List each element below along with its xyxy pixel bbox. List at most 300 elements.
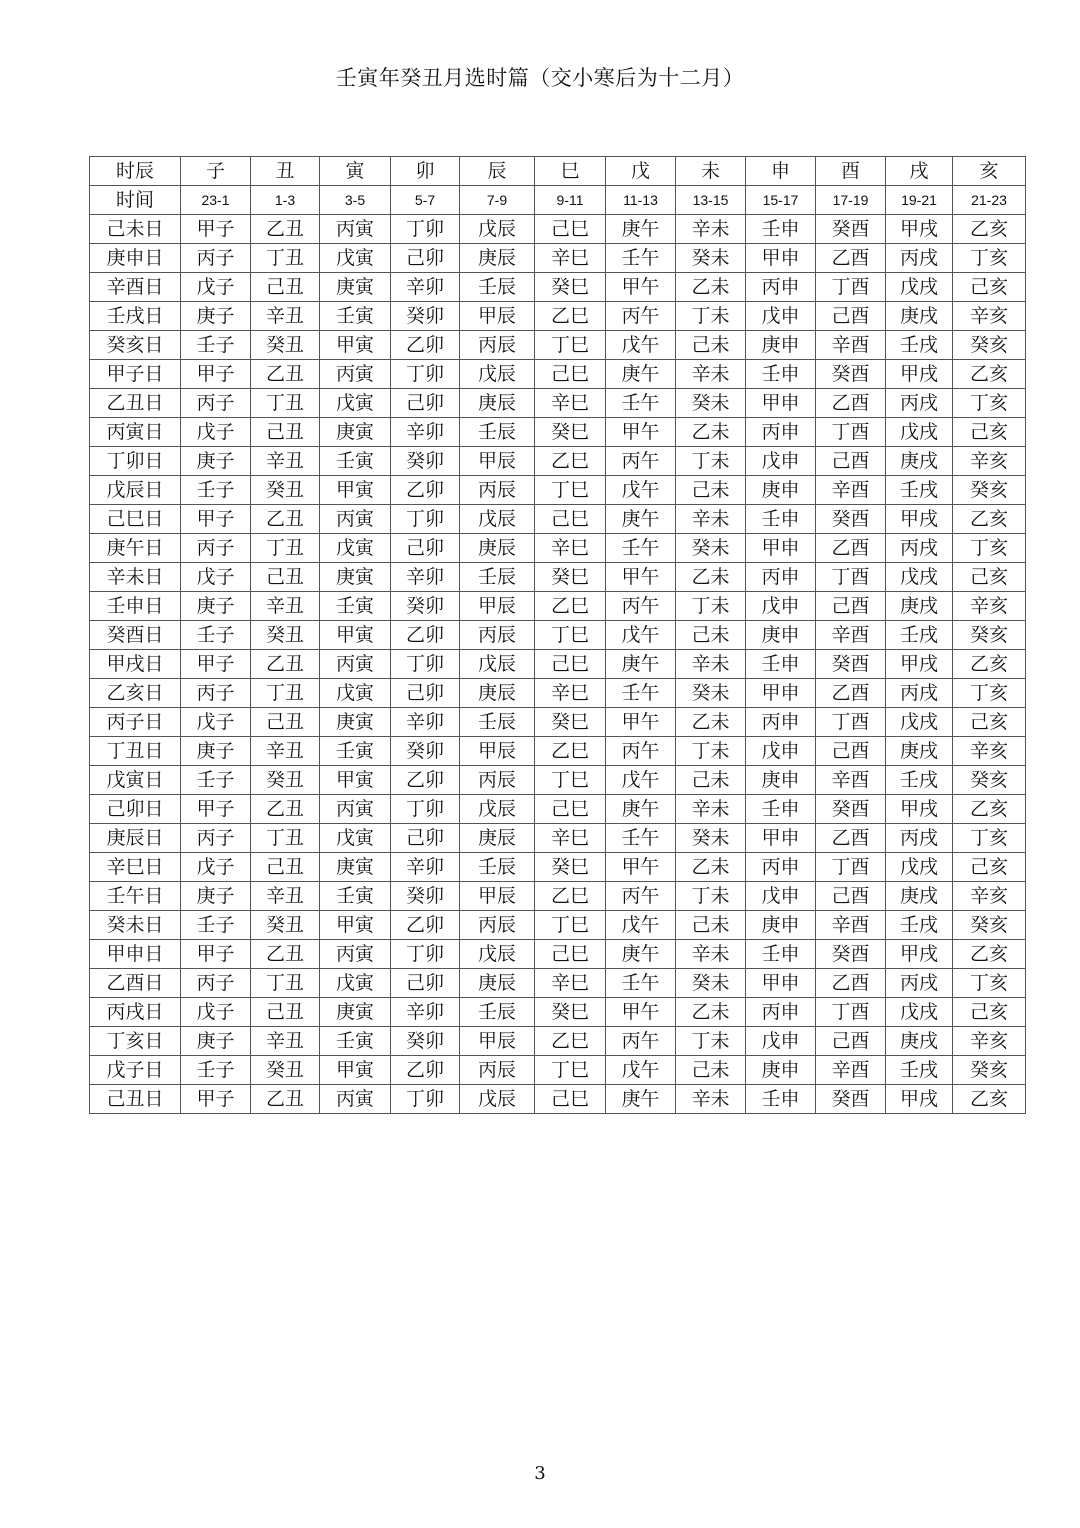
hour-pillar-cell: 甲戌 — [886, 215, 953, 244]
hour-pillar-cell: 己丑 — [251, 563, 320, 592]
table-row — [90, 331, 1026, 360]
hour-pillar-cell: 庚午 — [606, 650, 676, 679]
hour-pillar-cell: 丙子 — [181, 969, 251, 998]
hour-pillar-cell: 己丑 — [251, 708, 320, 737]
hour-pillar-cell: 己未 — [676, 331, 746, 360]
hour-pillar-cell: 己未 — [676, 766, 746, 795]
hour-pillar-cell: 辛巳 — [535, 824, 606, 853]
branch-header: 辰 — [460, 157, 535, 186]
hour-pillar-cell: 庚戌 — [886, 592, 953, 621]
branch-header: 丑 — [251, 157, 320, 186]
hour-pillar-cell: 壬戌 — [886, 766, 953, 795]
hour-pillar-cell: 丙午 — [606, 447, 676, 476]
hour-pillar-cell: 庚戌 — [886, 302, 953, 331]
hour-pillar-cell: 甲辰 — [460, 1027, 535, 1056]
hour-pillar-cell: 戊子 — [181, 708, 251, 737]
hour-pillar-cell: 乙未 — [676, 273, 746, 302]
time-row — [90, 186, 1026, 215]
hour-pillar-cell: 辛丑 — [251, 302, 320, 331]
hour-pillar-cell: 辛未 — [676, 795, 746, 824]
hour-pillar-cell: 戊戌 — [886, 273, 953, 302]
hour-pillar-cell: 乙酉 — [816, 534, 886, 563]
time-range: 23-1 — [181, 186, 251, 215]
hour-pillar-cell: 己酉 — [816, 302, 886, 331]
hour-pillar-cell: 丙辰 — [460, 911, 535, 940]
hour-pillar-cell: 乙卯 — [391, 476, 460, 505]
hour-pillar-cell: 庚戌 — [886, 737, 953, 766]
hour-pillar-cell: 丙寅 — [320, 940, 391, 969]
hour-pillar-cell: 丙寅 — [320, 795, 391, 824]
table-row — [90, 389, 1026, 418]
day-label: 庚午日 — [90, 534, 181, 563]
day-label: 丙寅日 — [90, 418, 181, 447]
hour-pillar-cell: 癸酉 — [816, 650, 886, 679]
hour-pillar-cell: 庚申 — [746, 1056, 816, 1085]
hour-pillar-cell: 乙未 — [676, 998, 746, 1027]
hour-pillar-cell: 甲寅 — [320, 766, 391, 795]
hour-pillar-cell: 乙亥 — [953, 1085, 1026, 1114]
hour-pillar-cell: 丙申 — [746, 418, 816, 447]
hour-pillar-cell: 丁巳 — [535, 766, 606, 795]
hour-pillar-cell: 戊寅 — [320, 824, 391, 853]
hour-pillar-cell: 庚子 — [181, 737, 251, 766]
hour-pillar-cell: 辛亥 — [953, 592, 1026, 621]
hour-pillar-cell: 甲寅 — [320, 1056, 391, 1085]
hour-pillar-cell: 庚子 — [181, 592, 251, 621]
hour-pillar-cell: 庚午 — [606, 505, 676, 534]
hour-pillar-cell: 戊子 — [181, 998, 251, 1027]
hour-pillar-cell: 丁巳 — [535, 1056, 606, 1085]
branch-header: 酉 — [816, 157, 886, 186]
hour-pillar-cell: 丁未 — [676, 737, 746, 766]
day-label: 丙戌日 — [90, 998, 181, 1027]
hour-pillar-cell: 己亥 — [953, 708, 1026, 737]
hour-pillar-cell: 戊戌 — [886, 563, 953, 592]
hour-pillar-cell: 癸未 — [676, 244, 746, 273]
hour-pillar-cell: 壬寅 — [320, 1027, 391, 1056]
hour-pillar-cell: 庚子 — [181, 882, 251, 911]
day-label: 癸酉日 — [90, 621, 181, 650]
time-range: 5-7 — [391, 186, 460, 215]
hour-pillar-cell: 己未 — [676, 1056, 746, 1085]
day-label: 己未日 — [90, 215, 181, 244]
hour-pillar-cell: 戊申 — [746, 447, 816, 476]
hour-pillar-cell: 癸巳 — [535, 708, 606, 737]
hour-pillar-cell: 丁丑 — [251, 679, 320, 708]
hour-pillar-cell: 癸亥 — [953, 331, 1026, 360]
day-label: 戊寅日 — [90, 766, 181, 795]
hour-pillar-cell: 乙丑 — [251, 795, 320, 824]
hour-pillar-cell: 戊辰 — [460, 795, 535, 824]
day-label: 庚辰日 — [90, 824, 181, 853]
day-label: 乙丑日 — [90, 389, 181, 418]
hour-pillar-cell: 丙午 — [606, 882, 676, 911]
hour-pillar-cell: 戊午 — [606, 911, 676, 940]
hour-pillar-cell: 癸未 — [676, 534, 746, 563]
hour-pillar-cell: 己卯 — [391, 244, 460, 273]
hour-pillar-cell: 戊寅 — [320, 244, 391, 273]
hour-pillar-cell: 壬申 — [746, 215, 816, 244]
hour-pillar-cell: 己巳 — [535, 360, 606, 389]
hour-pillar-cell: 壬午 — [606, 534, 676, 563]
hour-pillar-cell: 乙亥 — [953, 940, 1026, 969]
hour-pillar-cell: 乙卯 — [391, 911, 460, 940]
hour-pillar-cell: 甲午 — [606, 563, 676, 592]
hour-pillar-cell: 癸卯 — [391, 592, 460, 621]
hour-pillar-cell: 己丑 — [251, 998, 320, 1027]
hour-pillar-cell: 庚寅 — [320, 853, 391, 882]
table-row — [90, 534, 1026, 563]
hour-pillar-cell: 庚子 — [181, 302, 251, 331]
hour-pillar-cell: 庚寅 — [320, 273, 391, 302]
hour-pillar-cell: 丁卯 — [391, 505, 460, 534]
table-row — [90, 708, 1026, 737]
hour-pillar-cell: 戊申 — [746, 592, 816, 621]
hour-pillar-cell: 壬申 — [746, 360, 816, 389]
hour-pillar-cell: 戊午 — [606, 766, 676, 795]
hour-pillar-cell: 壬戌 — [886, 331, 953, 360]
hour-pillar-cell: 壬午 — [606, 244, 676, 273]
hour-pillar-cell: 甲申 — [746, 244, 816, 273]
hour-pillar-cell: 甲辰 — [460, 592, 535, 621]
hour-pillar-cell: 辛亥 — [953, 302, 1026, 331]
hour-pillar-cell: 辛卯 — [391, 853, 460, 882]
hour-pillar-cell: 庚午 — [606, 940, 676, 969]
table-row — [90, 911, 1026, 940]
hour-pillar-cell: 壬子 — [181, 1056, 251, 1085]
hour-pillar-cell: 丙寅 — [320, 1085, 391, 1114]
hour-pillar-cell: 辛巳 — [535, 534, 606, 563]
hour-pillar-cell: 辛巳 — [535, 969, 606, 998]
hour-pillar-cell: 庚辰 — [460, 534, 535, 563]
hour-pillar-cell: 乙丑 — [251, 215, 320, 244]
hour-pillar-cell: 乙亥 — [953, 215, 1026, 244]
hour-pillar-cell: 甲寅 — [320, 621, 391, 650]
hour-pillar-cell: 己卯 — [391, 534, 460, 563]
hour-pillar-cell: 辛酉 — [816, 621, 886, 650]
table-row — [90, 302, 1026, 331]
hour-pillar-cell: 己酉 — [816, 592, 886, 621]
page-number: 3 — [534, 1463, 546, 1484]
day-label: 辛巳日 — [90, 853, 181, 882]
time-range: 11-13 — [606, 186, 676, 215]
hour-pillar-cell: 乙丑 — [251, 1085, 320, 1114]
hour-pillar-cell: 丙辰 — [460, 766, 535, 795]
hour-pillar-cell: 癸卯 — [391, 447, 460, 476]
hour-pillar-cell: 辛亥 — [953, 882, 1026, 911]
hour-pillar-cell: 丙戌 — [886, 389, 953, 418]
hour-pillar-cell: 丙申 — [746, 853, 816, 882]
hour-pillar-cell: 丁酉 — [816, 563, 886, 592]
hour-pillar-cell: 甲子 — [181, 940, 251, 969]
hour-pillar-cell: 甲申 — [746, 824, 816, 853]
hour-pillar-cell: 丙子 — [181, 824, 251, 853]
hour-pillar-cell: 癸巳 — [535, 273, 606, 302]
hour-pillar-cell: 癸丑 — [251, 1056, 320, 1085]
hour-pillar-cell: 乙丑 — [251, 650, 320, 679]
hour-pillar-cell: 壬辰 — [460, 708, 535, 737]
hour-pillar-cell: 辛酉 — [816, 911, 886, 940]
hour-pillar-cell: 癸卯 — [391, 882, 460, 911]
header-row — [90, 157, 1026, 186]
hour-pillar-cell: 己卯 — [391, 389, 460, 418]
hour-pillar-cell: 辛酉 — [816, 331, 886, 360]
hour-pillar-cell: 丙戌 — [886, 969, 953, 998]
table-row — [90, 215, 1026, 244]
hour-pillar-cell: 癸卯 — [391, 737, 460, 766]
hour-pillar-cell: 甲戌 — [886, 940, 953, 969]
hour-pillar-cell: 甲辰 — [460, 447, 535, 476]
hour-pillar-cell: 乙丑 — [251, 360, 320, 389]
time-range: 21-23 — [953, 186, 1026, 215]
hour-pillar-cell: 庚辰 — [460, 969, 535, 998]
hour-pillar-cell: 癸丑 — [251, 476, 320, 505]
hour-pillar-cell: 甲午 — [606, 273, 676, 302]
hour-pillar-cell: 戊子 — [181, 853, 251, 882]
hour-pillar-cell: 甲申 — [746, 534, 816, 563]
hour-pillar-cell: 己巳 — [535, 505, 606, 534]
hour-pillar-cell: 戊寅 — [320, 679, 391, 708]
branch-header: 申 — [746, 157, 816, 186]
hour-pillar-cell: 丁酉 — [816, 418, 886, 447]
hour-pillar-cell: 丙寅 — [320, 650, 391, 679]
day-label: 癸亥日 — [90, 331, 181, 360]
table-row — [90, 592, 1026, 621]
hour-pillar-cell: 丁亥 — [953, 824, 1026, 853]
hour-pillar-cell: 壬申 — [746, 940, 816, 969]
table-row — [90, 940, 1026, 969]
hour-pillar-cell: 乙卯 — [391, 766, 460, 795]
hour-pillar-cell: 乙未 — [676, 853, 746, 882]
hour-pillar-cell: 戊寅 — [320, 389, 391, 418]
hour-pillar-cell: 丁亥 — [953, 969, 1026, 998]
table-row — [90, 505, 1026, 534]
table-row — [90, 737, 1026, 766]
hour-pillar-cell: 戊辰 — [460, 1085, 535, 1114]
hour-pillar-cell: 辛卯 — [391, 708, 460, 737]
hour-pillar-cell: 丁丑 — [251, 534, 320, 563]
hour-pillar-cell: 辛未 — [676, 940, 746, 969]
hour-pillar-cell: 己亥 — [953, 273, 1026, 302]
hour-pillar-cell: 戊申 — [746, 302, 816, 331]
hour-pillar-cell: 丙戌 — [886, 824, 953, 853]
hour-pillar-cell: 甲子 — [181, 795, 251, 824]
hour-pillar-cell: 壬寅 — [320, 592, 391, 621]
hour-pillar-cell: 丙戌 — [886, 679, 953, 708]
hour-pillar-cell: 丙申 — [746, 563, 816, 592]
hour-pillar-cell: 庚寅 — [320, 708, 391, 737]
day-label: 丁亥日 — [90, 1027, 181, 1056]
hour-pillar-cell: 己酉 — [816, 737, 886, 766]
hour-pillar-cell: 乙未 — [676, 563, 746, 592]
branch-header: 子 — [181, 157, 251, 186]
hour-pillar-cell: 己亥 — [953, 563, 1026, 592]
hour-pillar-cell: 甲申 — [746, 679, 816, 708]
hour-pillar-cell: 辛卯 — [391, 563, 460, 592]
hour-pillar-cell: 庚申 — [746, 766, 816, 795]
hour-pillar-cell: 丙午 — [606, 737, 676, 766]
hour-pillar-cell: 辛卯 — [391, 998, 460, 1027]
hour-pillar-cell: 己丑 — [251, 418, 320, 447]
hour-pillar-cell: 庚午 — [606, 795, 676, 824]
hour-pillar-cell: 癸卯 — [391, 1027, 460, 1056]
hour-pillar-cell: 丙子 — [181, 244, 251, 273]
hour-pillar-cell: 己卯 — [391, 824, 460, 853]
hour-pillar-cell: 癸亥 — [953, 1056, 1026, 1085]
time-range: 15-17 — [746, 186, 816, 215]
hour-pillar-cell: 壬辰 — [460, 998, 535, 1027]
hour-pillar-cell: 甲子 — [181, 215, 251, 244]
hour-pillar-cell: 己巳 — [535, 215, 606, 244]
hour-pillar-cell: 壬戌 — [886, 621, 953, 650]
hour-pillar-cell: 乙亥 — [953, 795, 1026, 824]
time-range: 13-15 — [676, 186, 746, 215]
hour-pillar-cell: 辛酉 — [816, 476, 886, 505]
page-title: 壬寅年癸丑月选时篇（交小寒后为十二月） — [335, 66, 745, 90]
hour-pillar-cell: 戊戌 — [886, 418, 953, 447]
hour-pillar-cell: 庚辰 — [460, 389, 535, 418]
hour-pillar-cell: 丁酉 — [816, 273, 886, 302]
hour-pillar-cell: 甲寅 — [320, 476, 391, 505]
hour-pillar-cell: 壬申 — [746, 795, 816, 824]
hour-pillar-cell: 癸巳 — [535, 563, 606, 592]
hour-pillar-cell: 壬申 — [746, 650, 816, 679]
table-row — [90, 244, 1026, 273]
table-row — [90, 1027, 1026, 1056]
hour-pillar-cell: 庚午 — [606, 360, 676, 389]
hour-pillar-cell: 庚寅 — [320, 563, 391, 592]
hour-pillar-cell: 庚子 — [181, 447, 251, 476]
table-row — [90, 418, 1026, 447]
day-label: 壬戌日 — [90, 302, 181, 331]
day-label: 戊子日 — [90, 1056, 181, 1085]
hour-pillar-cell: 己酉 — [816, 1027, 886, 1056]
hour-pillar-cell: 戊申 — [746, 737, 816, 766]
hour-pillar-cell: 庚申 — [746, 621, 816, 650]
hour-pillar-cell: 戊子 — [181, 418, 251, 447]
hour-pillar-cell: 甲辰 — [460, 302, 535, 331]
table-row — [90, 969, 1026, 998]
hour-pillar-cell: 甲午 — [606, 418, 676, 447]
hour-pillar-cell: 癸巳 — [535, 418, 606, 447]
hour-pillar-cell: 癸亥 — [953, 766, 1026, 795]
day-label: 癸未日 — [90, 911, 181, 940]
hour-pillar-cell: 戊子 — [181, 273, 251, 302]
hour-pillar-cell: 庚寅 — [320, 418, 391, 447]
time-range: 1-3 — [251, 186, 320, 215]
hour-pillar-cell: 甲申 — [746, 389, 816, 418]
hour-pillar-cell: 乙酉 — [816, 824, 886, 853]
hour-pillar-cell: 壬申 — [746, 1085, 816, 1114]
time-range: 9-11 — [535, 186, 606, 215]
hour-pillar-cell: 乙巳 — [535, 1027, 606, 1056]
hour-pillar-cell: 丙子 — [181, 534, 251, 563]
table-row — [90, 360, 1026, 389]
hour-pillar-cell: 丙辰 — [460, 1056, 535, 1085]
hour-pillar-cell: 甲戌 — [886, 360, 953, 389]
table-row — [90, 273, 1026, 302]
hour-pillar-cell: 甲申 — [746, 969, 816, 998]
hour-pillar-cell: 丙午 — [606, 592, 676, 621]
hour-pillar-cell: 己丑 — [251, 853, 320, 882]
hour-pillar-cell: 丁丑 — [251, 969, 320, 998]
hour-pillar-cell: 癸酉 — [816, 1085, 886, 1114]
hour-pillar-cell: 壬子 — [181, 331, 251, 360]
hour-pillar-cell: 壬午 — [606, 679, 676, 708]
hour-pillar-cell: 辛丑 — [251, 882, 320, 911]
hour-pillar-cell: 己未 — [676, 476, 746, 505]
hour-pillar-cell: 辛卯 — [391, 273, 460, 302]
day-label: 辛酉日 — [90, 273, 181, 302]
hour-pillar-cell: 壬辰 — [460, 273, 535, 302]
hour-pillar-cell: 辛巳 — [535, 679, 606, 708]
table-row — [90, 824, 1026, 853]
hour-pillar-cell: 戊戌 — [886, 853, 953, 882]
day-label: 丙子日 — [90, 708, 181, 737]
branch-header: 戊 — [606, 157, 676, 186]
table-row — [90, 998, 1026, 1027]
hour-pillar-cell: 丁巳 — [535, 911, 606, 940]
hour-pillar-cell: 丁未 — [676, 882, 746, 911]
hour-pillar-cell: 甲戌 — [886, 650, 953, 679]
hour-pillar-cell: 戊子 — [181, 563, 251, 592]
hour-pillar-cell: 庚申 — [746, 331, 816, 360]
hour-pillar-cell: 壬寅 — [320, 737, 391, 766]
time-label: 时间 — [90, 186, 181, 215]
hour-pillar-cell: 乙酉 — [816, 244, 886, 273]
hour-pillar-cell: 癸丑 — [251, 766, 320, 795]
day-label: 己卯日 — [90, 795, 181, 824]
hour-pillar-cell: 戊辰 — [460, 215, 535, 244]
day-label: 甲戌日 — [90, 650, 181, 679]
hour-pillar-cell: 庚戌 — [886, 447, 953, 476]
hour-pillar-cell: 辛亥 — [953, 737, 1026, 766]
hour-pillar-cell: 辛丑 — [251, 1027, 320, 1056]
hour-pillar-cell: 乙亥 — [953, 505, 1026, 534]
hour-pillar-cell: 乙酉 — [816, 389, 886, 418]
hour-pillar-cell: 戊午 — [606, 331, 676, 360]
hour-pillar-cell: 丙申 — [746, 998, 816, 1027]
hour-pillar-cell: 丙申 — [746, 708, 816, 737]
hour-pillar-cell: 己巳 — [535, 1085, 606, 1114]
hour-pillar-cell: 乙巳 — [535, 882, 606, 911]
hour-pillar-cell: 癸巳 — [535, 998, 606, 1027]
hour-pillar-cell: 己巳 — [535, 940, 606, 969]
hour-pillar-cell: 己酉 — [816, 447, 886, 476]
hour-pillar-cell: 癸亥 — [953, 621, 1026, 650]
hour-pillar-cell: 乙酉 — [816, 679, 886, 708]
hour-pillar-cell: 辛未 — [676, 505, 746, 534]
hour-pillar-cell: 癸未 — [676, 679, 746, 708]
hour-pillar-cell: 丙午 — [606, 1027, 676, 1056]
branch-header: 巳 — [535, 157, 606, 186]
day-label: 甲申日 — [90, 940, 181, 969]
hour-pillar-cell: 辛巳 — [535, 389, 606, 418]
hour-pillar-cell: 丁卯 — [391, 360, 460, 389]
hour-pillar-cell: 庚辰 — [460, 824, 535, 853]
table-row — [90, 795, 1026, 824]
hour-pillar-cell: 己亥 — [953, 998, 1026, 1027]
hour-pillar-cell: 癸酉 — [816, 940, 886, 969]
day-label: 壬午日 — [90, 882, 181, 911]
hour-pillar-cell: 戊申 — [746, 1027, 816, 1056]
table-row — [90, 621, 1026, 650]
hour-pillar-cell: 乙巳 — [535, 447, 606, 476]
hour-pillar-cell: 戊辰 — [460, 360, 535, 389]
hour-pillar-cell: 辛卯 — [391, 418, 460, 447]
hour-pillar-cell: 辛巳 — [535, 244, 606, 273]
table-row — [90, 650, 1026, 679]
